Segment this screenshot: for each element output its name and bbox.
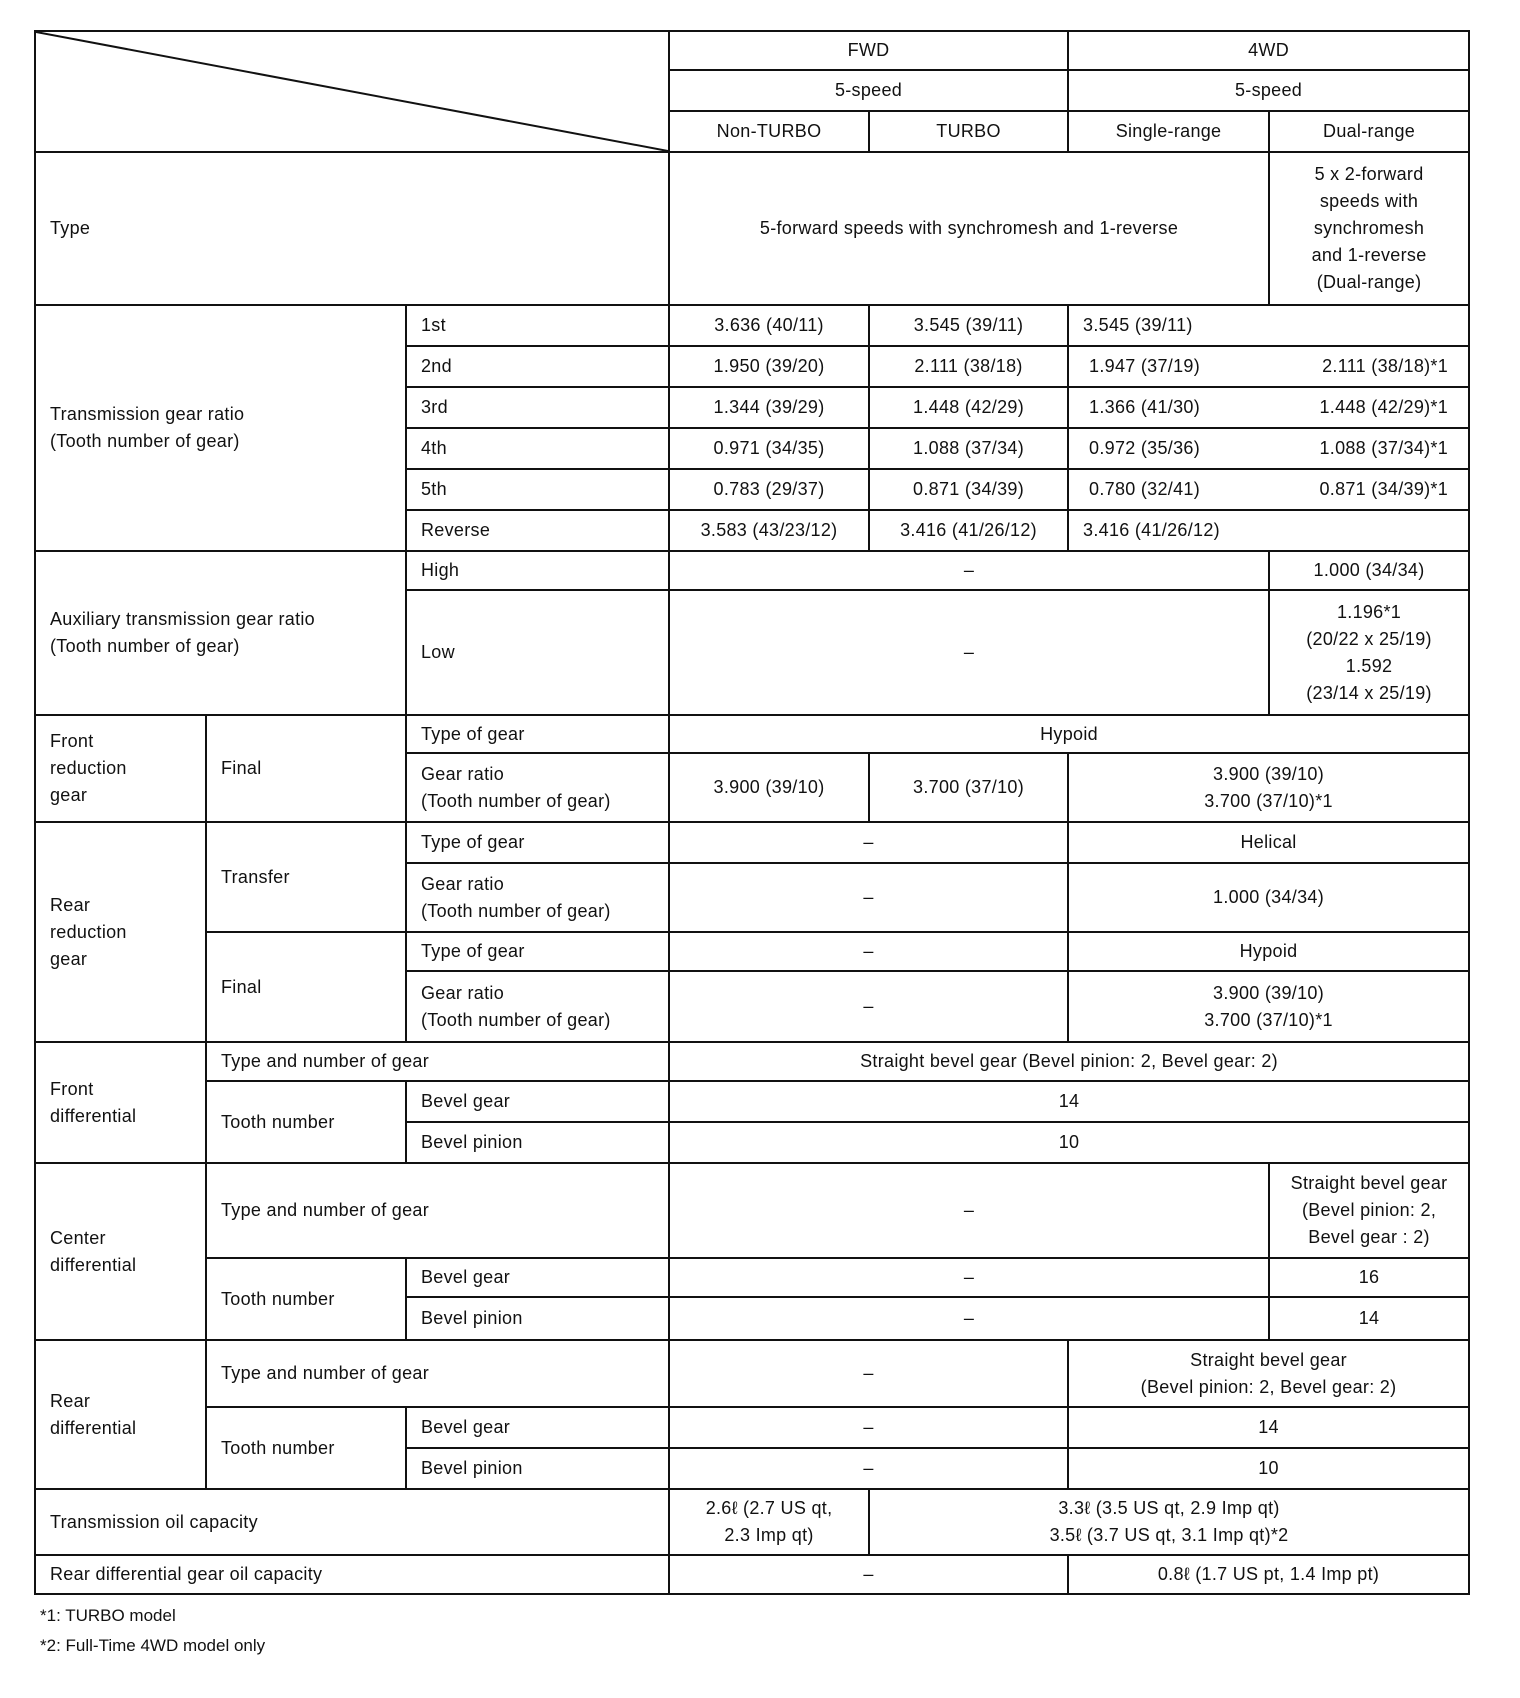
- type-label: Type: [35, 152, 669, 305]
- final-type-fwd: –: [669, 932, 1068, 971]
- bevel-gear-label: Bevel gear: [406, 1258, 669, 1297]
- rear-reduction-label: Rear reduction gear: [35, 822, 206, 1042]
- type-common: 5-forward speeds with synchromesh and 1-reverse: [669, 152, 1269, 305]
- transfer-type-4wd: Helical: [1068, 822, 1469, 863]
- bevel-pinion-label: Bevel pinion: [406, 1297, 669, 1340]
- rear-oil-fwd: –: [669, 1555, 1068, 1594]
- aux-low-label: Low: [406, 590, 669, 715]
- footnote-2: *2: Full-Time 4WD model only: [40, 1636, 266, 1655]
- gear-label: Reverse: [406, 510, 669, 551]
- type-dual-range: 5 x 2-forward speeds with synchromesh and 1-reverse (Dual-range): [1269, 152, 1469, 305]
- front-ratio-non-turbo: 3.900 (39/10): [669, 753, 869, 822]
- header-fwd-speed: 5-speed: [669, 70, 1068, 111]
- ratio-4wd: 0.972 (35/36) 1.088 (37/34)*1: [1068, 428, 1469, 469]
- header-turbo: TURBO: [869, 111, 1068, 152]
- trans-ratio-label: Transmission gear ratio (Tooth number of gear): [35, 305, 406, 551]
- front-reduction-label: Front reduction gear: [35, 715, 206, 822]
- front-bevel-pinion-value: 10: [669, 1122, 1469, 1163]
- rear-oil-label: Rear differential gear oil capacity: [35, 1555, 669, 1594]
- final-ratio-fwd: –: [669, 971, 1068, 1042]
- ratio-non-turbo: 3.583 (43/23/12): [669, 510, 869, 551]
- header-single-range: Single-range: [1068, 111, 1269, 152]
- ratio-4wd: 3.545 (39/11): [1068, 305, 1469, 346]
- aux-ratio-label: Auxiliary transmission gear ratio (Tooth number of gear): [35, 551, 406, 715]
- aux-low-dual: 1.196*1 (20/22 x 25/19) 1.592 (23/14 x 25/19): [1269, 590, 1469, 715]
- ratio-non-turbo: 0.783 (29/37): [669, 469, 869, 510]
- gear-label: 1st: [406, 305, 669, 346]
- ratio-non-turbo: 1.950 (39/20): [669, 346, 869, 387]
- rear-oil-4wd: 0.8ℓ (1.7 US pt, 1.4 Imp pt): [1068, 1555, 1469, 1594]
- ratio-non-turbo: 1.344 (39/29): [669, 387, 869, 428]
- transfer-ratio-4wd: 1.000 (34/34): [1068, 863, 1469, 932]
- gear-label: 3rd: [406, 387, 669, 428]
- ratio-turbo: 1.088 (37/34): [869, 428, 1068, 469]
- ratio-turbo: 1.448 (42/29): [869, 387, 1068, 428]
- ratio-4wd: 3.416 (41/26/12): [1068, 510, 1469, 551]
- center-type-other: –: [669, 1163, 1269, 1258]
- aux-high-other: –: [669, 551, 1269, 590]
- center-bevel-gear-other: –: [669, 1258, 1269, 1297]
- corner-diagonal-cell: [35, 31, 669, 152]
- gear-ratio-label: Gear ratio (Tooth number of gear): [406, 753, 669, 822]
- rear-diff-type-fwd: –: [669, 1340, 1068, 1407]
- center-type-dual: Straight bevel gear (Bevel pinion: 2, Bevel gear : 2): [1269, 1163, 1469, 1258]
- bevel-gear-label: Bevel gear: [406, 1081, 669, 1122]
- tooth-number-label: Tooth number: [206, 1258, 406, 1340]
- trans-oil-other: 3.3ℓ (3.5 US qt, 2.9 Imp qt) 3.5ℓ (3.7 US qt, 3.1 Imp qt)*2: [869, 1489, 1469, 1555]
- ratio-turbo: 2.111 (38/18): [869, 346, 1068, 387]
- ratio-non-turbo: 3.636 (40/11): [669, 305, 869, 346]
- ratio-non-turbo: 0.971 (34/35): [669, 428, 869, 469]
- gear-ratio-label: Gear ratio (Tooth number of gear): [406, 971, 669, 1042]
- center-diff-label: Center differential: [35, 1163, 206, 1340]
- final-ratio-4wd: 3.900 (39/10) 3.700 (37/10)*1: [1068, 971, 1469, 1042]
- transfer-label: Transfer: [206, 822, 406, 932]
- front-diff-label: Front differential: [35, 1042, 206, 1163]
- rear-diff-type-4wd: Straight bevel gear (Bevel pinion: 2, Bevel gear: 2): [1068, 1340, 1469, 1407]
- center-bevel-pinion-other: –: [669, 1297, 1269, 1340]
- front-final-label: Final: [206, 715, 406, 822]
- header-non-turbo: Non-TURBO: [669, 111, 869, 152]
- final-type-4wd: Hypoid: [1068, 932, 1469, 971]
- front-diff-type: Straight bevel gear (Bevel pinion: 2, Bevel gear: 2): [669, 1042, 1469, 1081]
- rear-bevel-pinion-fwd: –: [669, 1448, 1068, 1489]
- trans-oil-non-turbo: 2.6ℓ (2.7 US qt, 2.3 Imp qt): [669, 1489, 869, 1555]
- bevel-gear-label: Bevel gear: [406, 1407, 669, 1448]
- ratio-turbo: 0.871 (34/39): [869, 469, 1068, 510]
- type-number-label: Type and number of gear: [206, 1042, 669, 1081]
- gear-label: 5th: [406, 469, 669, 510]
- ratio-4wd: 0.780 (32/41) 0.871 (34/39)*1: [1068, 469, 1469, 510]
- rear-bevel-gear-fwd: –: [669, 1407, 1068, 1448]
- footnote-1: *1: TURBO model: [40, 1606, 176, 1625]
- type-of-gear-label: Type of gear: [406, 932, 669, 971]
- transfer-ratio-fwd: –: [669, 863, 1068, 932]
- transfer-type-fwd: –: [669, 822, 1068, 863]
- type-of-gear-label: Type of gear: [406, 715, 669, 753]
- aux-high-dual: 1.000 (34/34): [1269, 551, 1469, 590]
- type-number-label: Type and number of gear: [206, 1163, 669, 1258]
- ratio-4wd: 1.366 (41/30) 1.448 (42/29)*1: [1068, 387, 1469, 428]
- header-4wd-speed: 5-speed: [1068, 70, 1469, 111]
- gear-ratio-label: Gear ratio (Tooth number of gear): [406, 863, 669, 932]
- header-fwd: FWD: [669, 31, 1068, 70]
- front-ratio-4wd: 3.900 (39/10) 3.700 (37/10)*1: [1068, 753, 1469, 822]
- bevel-pinion-label: Bevel pinion: [406, 1122, 669, 1163]
- aux-low-other: –: [669, 590, 1269, 715]
- rear-final-label: Final: [206, 932, 406, 1042]
- gear-label: 4th: [406, 428, 669, 469]
- bevel-pinion-label: Bevel pinion: [406, 1448, 669, 1489]
- gear-label: 2nd: [406, 346, 669, 387]
- center-bevel-pinion-value: 14: [1269, 1297, 1469, 1340]
- aux-high-label: High: [406, 551, 669, 590]
- ratio-4wd: 1.947 (37/19) 2.111 (38/18)*1: [1068, 346, 1469, 387]
- rear-bevel-gear-value: 14: [1068, 1407, 1469, 1448]
- center-bevel-gear-value: 16: [1269, 1258, 1469, 1297]
- ratio-turbo: 3.416 (41/26/12): [869, 510, 1068, 551]
- type-of-gear-label: Type of gear: [406, 822, 669, 863]
- type-number-label: Type and number of gear: [206, 1340, 669, 1407]
- rear-bevel-pinion-value: 10: [1068, 1448, 1469, 1489]
- tooth-number-label: Tooth number: [206, 1407, 406, 1489]
- front-ratio-turbo: 3.700 (37/10): [869, 753, 1068, 822]
- rear-diff-label: Rear differential: [35, 1340, 206, 1489]
- ratio-turbo: 3.545 (39/11): [869, 305, 1068, 346]
- header-4wd: 4WD: [1068, 31, 1469, 70]
- trans-oil-label: Transmission oil capacity: [35, 1489, 669, 1555]
- tooth-number-label: Tooth number: [206, 1081, 406, 1163]
- front-type-value: Hypoid: [669, 715, 1469, 753]
- header-dual-range: Dual-range: [1269, 111, 1469, 152]
- specifications-table: [34, 30, 1470, 1595]
- front-bevel-gear-value: 14: [669, 1081, 1469, 1122]
